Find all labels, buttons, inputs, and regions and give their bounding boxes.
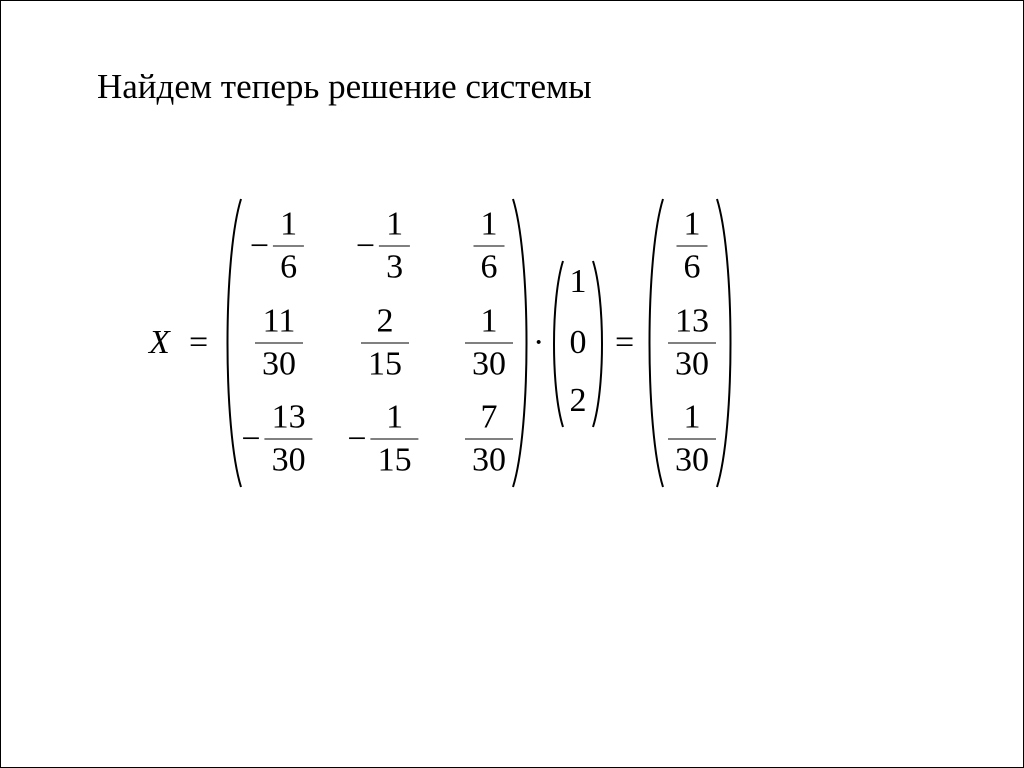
fraction (371, 397, 419, 482)
vector-entry-value: 2 (569, 382, 587, 419)
denominator: 30 (472, 441, 506, 479)
vector-left-paren (551, 259, 565, 429)
matrix-right-paren (511, 197, 531, 489)
vector-entry-value: 1 (569, 263, 587, 300)
fraction (379, 204, 410, 289)
denominator: 30 (271, 441, 306, 479)
multiply-dot: · (533, 324, 545, 361)
denominator: 6 (683, 248, 701, 286)
denominator: 15 (377, 441, 412, 479)
equals-sign-2: = (615, 324, 635, 361)
fraction (265, 397, 313, 482)
numerator: 13 (271, 398, 306, 436)
fraction (677, 204, 708, 289)
fraction (465, 301, 513, 386)
fraction (255, 301, 303, 386)
denominator: 3 (386, 248, 404, 286)
numerator: 2 (376, 302, 394, 340)
numerator: 13 (675, 302, 709, 340)
denominator: 30 (675, 345, 709, 383)
equals-sign-1: = (189, 324, 209, 361)
numerator: 1 (480, 205, 498, 243)
denominator: 30 (262, 345, 296, 383)
denominator: 30 (472, 345, 506, 383)
slide-heading: Найдем теперь решение системы (97, 67, 592, 106)
numerator: 7 (480, 398, 498, 436)
numerator: 1 (683, 205, 701, 243)
minus-sign: − (347, 420, 367, 457)
fraction (668, 397, 716, 482)
numerator: 11 (262, 302, 296, 340)
minus-sign: − (249, 227, 270, 264)
denominator: 6 (480, 248, 498, 286)
numerator: 1 (480, 302, 498, 340)
denominator: 6 (280, 248, 298, 286)
result-left-paren (645, 197, 665, 489)
fraction (465, 397, 513, 482)
matrix-left-paren (223, 197, 243, 489)
numerator: 1 (386, 398, 404, 436)
fraction (273, 204, 304, 289)
result-right-paren (715, 197, 735, 489)
fraction (668, 301, 716, 386)
numerator: 1 (386, 205, 404, 243)
fraction (361, 301, 409, 386)
denominator: 15 (368, 345, 402, 383)
minus-sign: − (355, 227, 376, 264)
variable-x: X (149, 324, 170, 361)
numerator: 1 (683, 398, 701, 436)
minus-sign: − (241, 420, 261, 457)
denominator: 30 (675, 441, 709, 479)
numerator: 1 (280, 205, 298, 243)
vector-right-paren (591, 259, 605, 429)
fraction (474, 204, 505, 289)
vector-entry-value: 0 (569, 324, 587, 361)
